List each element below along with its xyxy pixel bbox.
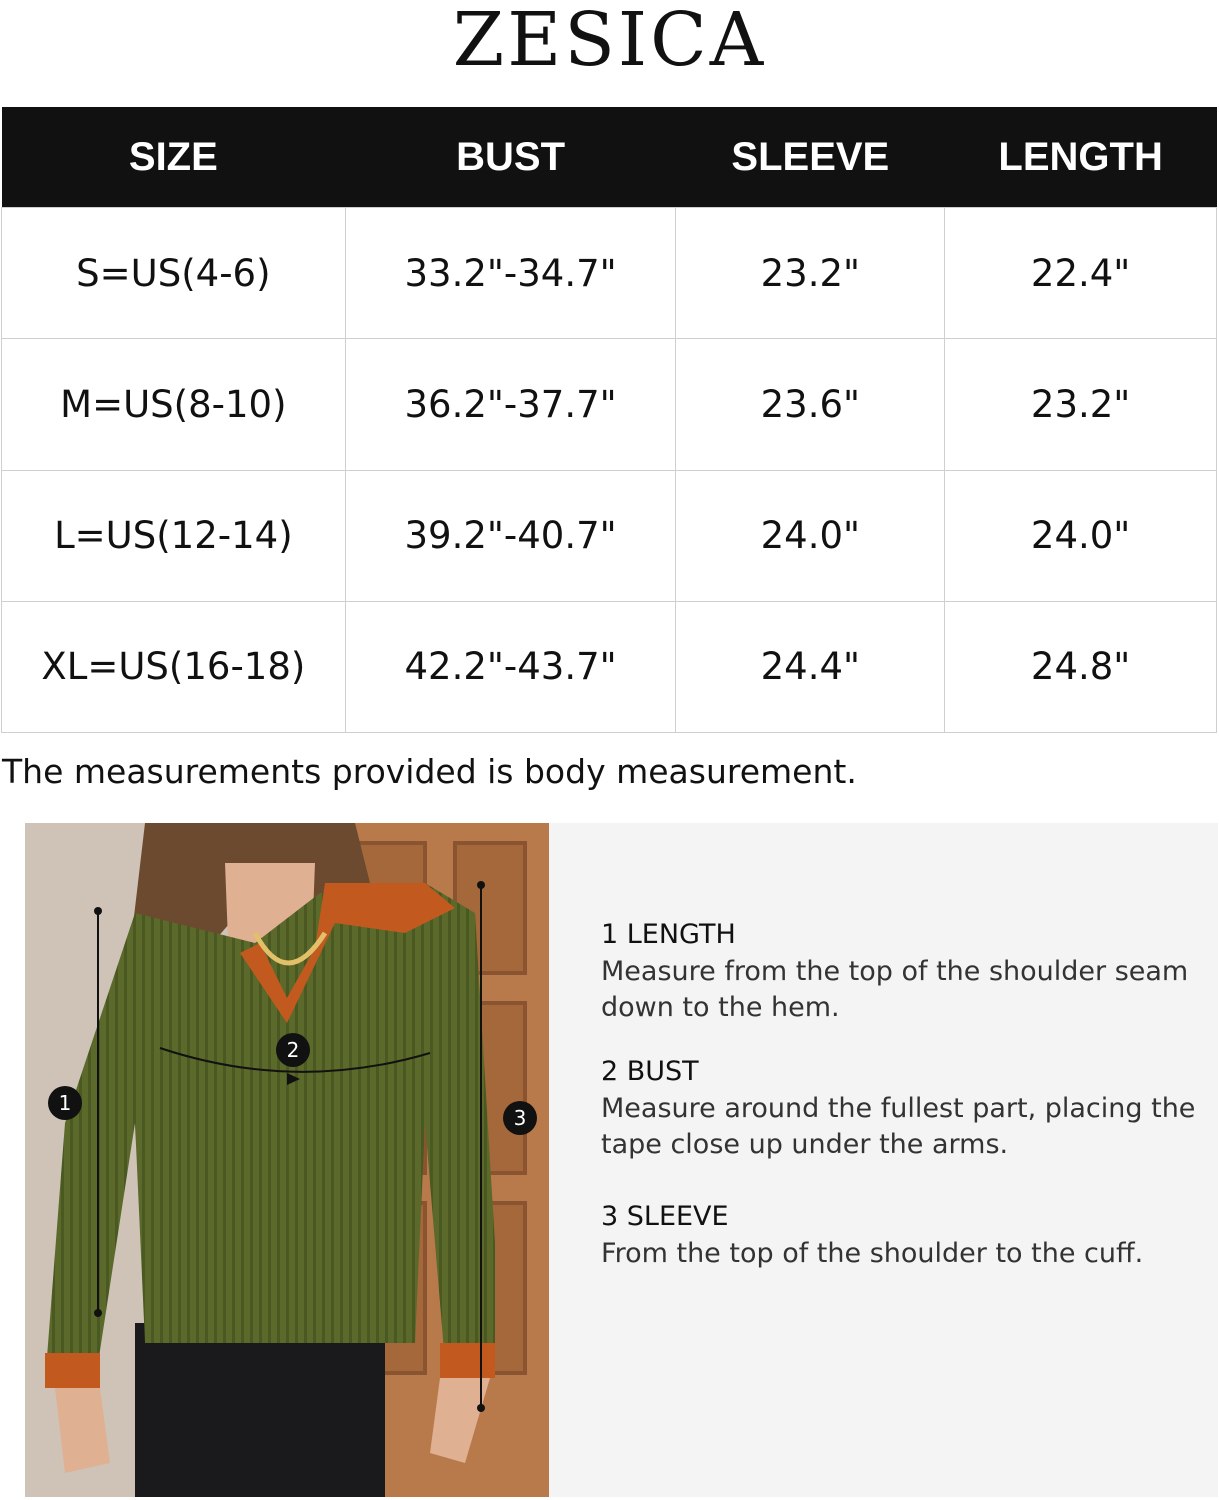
header-length: LENGTH [945, 107, 1217, 208]
guide-bust-desc: Measure around the fullest part, placing the tape close up under the arms. [601, 1093, 1196, 1160]
guide-sleeve-desc: From the top of the shoulder to the cuff. [601, 1238, 1144, 1269]
model-photo [25, 823, 549, 1497]
model-illustration [25, 823, 549, 1497]
length-top-dot [94, 907, 102, 915]
table-row [2, 601, 1217, 732]
sleeve-top-dot [477, 881, 485, 889]
guide-bust [601, 1056, 1201, 1163]
cell-size: L=US(12-14) [2, 470, 346, 601]
cell-length: 23.2" [945, 339, 1217, 470]
marker-1-label: 1 [58, 1091, 72, 1115]
guide-sleeve [601, 1201, 1201, 1272]
left-cuff [45, 1353, 100, 1388]
sleeve-bottom-dot [477, 1404, 485, 1412]
size-chart-table [1, 107, 1217, 733]
table-header-row [2, 107, 1217, 208]
cell-size: M=US(8-10) [2, 339, 346, 470]
cell-bust: 39.2"-40.7" [345, 470, 676, 601]
measurement-note: The measurements provided is body measurement. [2, 752, 857, 791]
header-bust: BUST [345, 107, 676, 208]
cell-bust: 42.2"-43.7" [345, 601, 676, 732]
guide-length-title: 1 LENGTH [601, 919, 736, 950]
cell-length: 24.0" [945, 470, 1217, 601]
cell-size: XL=US(16-18) [2, 601, 346, 732]
cell-sleeve: 24.0" [676, 470, 945, 601]
guide-length [601, 919, 1201, 1026]
cell-length: 22.4" [945, 208, 1217, 339]
cell-size: S=US(4-6) [2, 208, 346, 339]
table-row [2, 470, 1217, 601]
marker-3-label: 3 [513, 1106, 527, 1130]
marker-2-label: 2 [286, 1038, 300, 1062]
cell-sleeve: 23.6" [676, 339, 945, 470]
length-bottom-dot [94, 1309, 102, 1317]
right-cuff [440, 1343, 495, 1378]
cell-bust: 36.2"-37.7" [345, 339, 676, 470]
table-row [2, 339, 1217, 470]
table-row [2, 208, 1217, 339]
guide-length-desc: Measure from the top of the shoulder seam down to the hem. [601, 956, 1189, 1023]
guide-bust-title: 2 BUST [601, 1056, 699, 1087]
guide-sleeve-title: 3 SLEEVE [601, 1201, 729, 1232]
cell-sleeve: 23.2" [676, 208, 945, 339]
pants [135, 1323, 385, 1497]
measurement-guide-panel [549, 823, 1218, 1497]
brand-logo: ZESICA [452, 0, 767, 83]
cell-length: 24.8" [945, 601, 1217, 732]
header-size: SIZE [2, 107, 346, 208]
cell-bust: 33.2"-34.7" [345, 208, 676, 339]
cell-sleeve: 24.4" [676, 601, 945, 732]
header-sleeve: SLEEVE [676, 107, 945, 208]
